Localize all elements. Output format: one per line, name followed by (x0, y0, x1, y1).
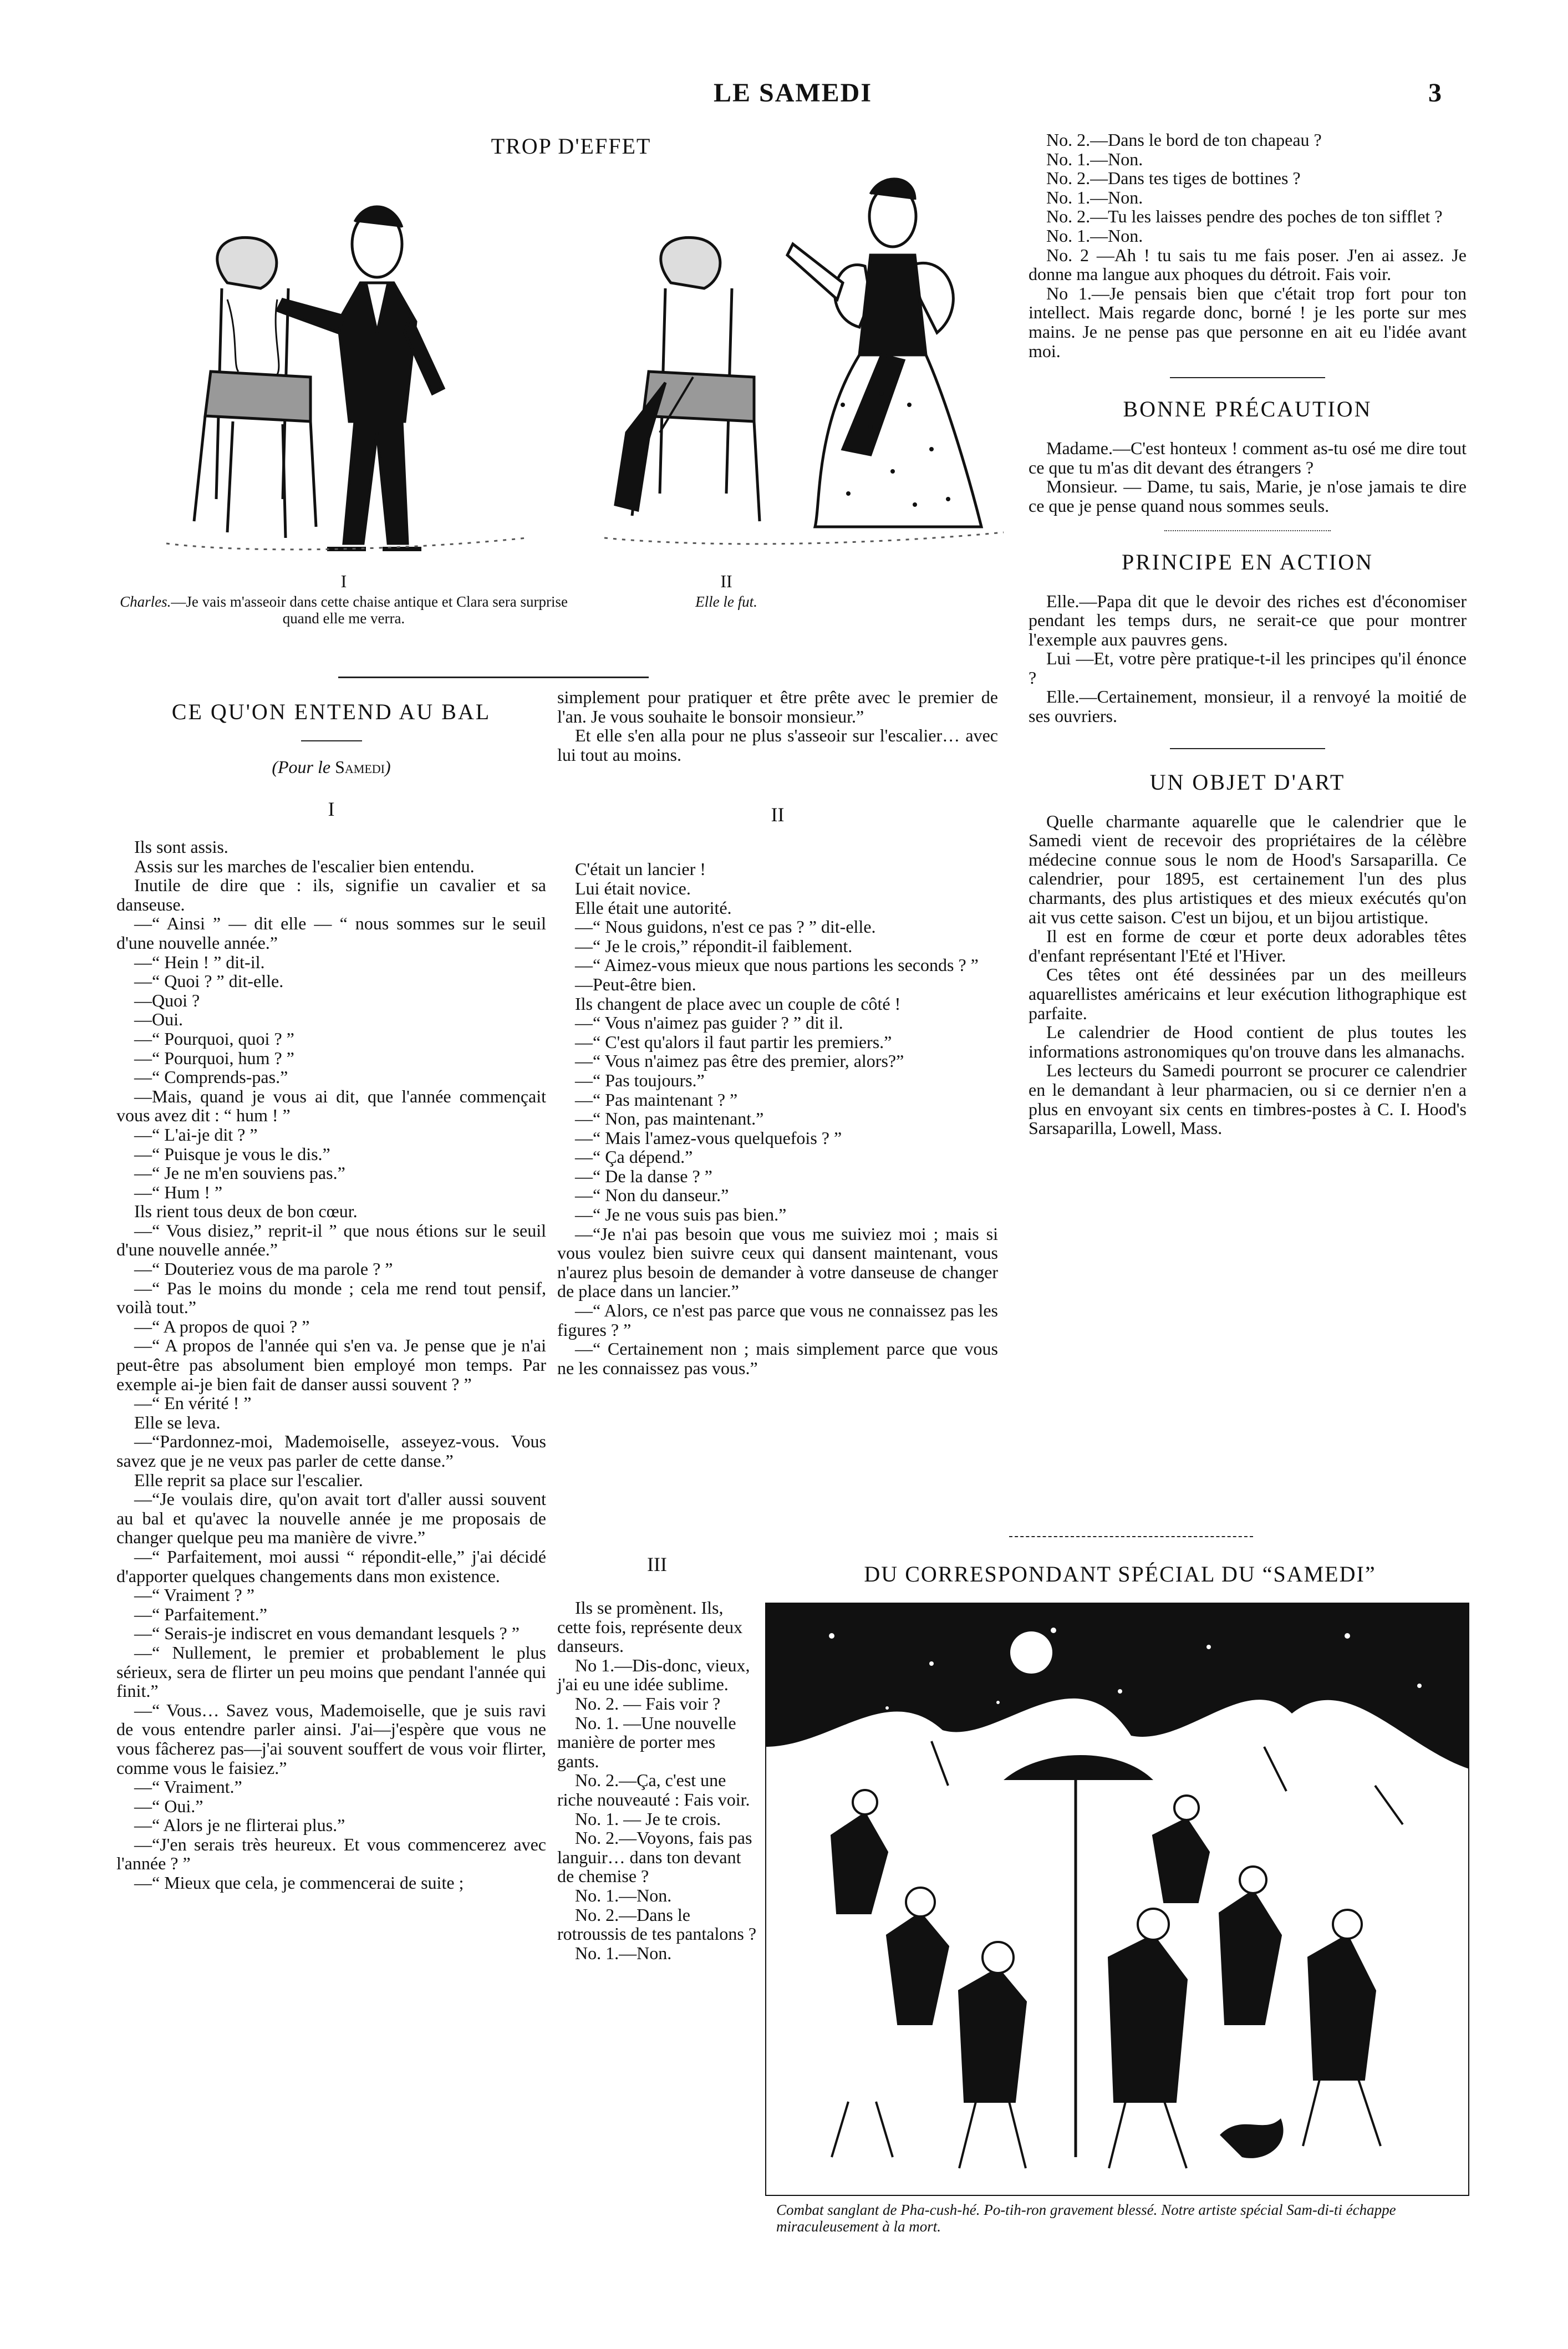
paragraph: No. 2.—Voyons, fais pas languir… dans ton devant de chemise ? (557, 1828, 752, 1887)
paragraph: —“ Pourquoi, hum ? ” (134, 1048, 294, 1068)
paragraph: —“ Nullement, le premier et probablement le plus sérieux, sera de flirter un peu moins que pendant l'année qui finit.” (116, 1642, 546, 1701)
paragraph: No. 2.—Ça, c'est une riche nouveauté : Fais voir. (557, 1770, 750, 1809)
paragraph: —“ Puisque je vous le dis.” (134, 1143, 330, 1164)
short-rule (1170, 748, 1325, 749)
man-beside-chair-drawing (144, 189, 543, 566)
paragraph: —“ Vraiment ? ” (134, 1585, 254, 1605)
paragraph: —“ Ça dépend.” (575, 1147, 693, 1167)
ce-quon-entend-part-3 (557, 1553, 757, 1962)
paragraph: No. 2.—Dans tes tiges de bottines ? (1046, 168, 1301, 189)
paragraph: —“Pardonnez-moi, Mademoiselle, asseyez-vous. Vous savez que je ne veux pas parler de cette danse.” (116, 1431, 546, 1471)
paragraph: No. 2.—Tu les laisses pendre des poches de ton sifflet ? (1046, 206, 1443, 227)
paragraph: No 1.—Dis-donc, vieux, j'ai eu une idée sublime. (557, 1655, 750, 1695)
subtitle-name: Samedi (335, 757, 385, 777)
subtitle-pre: (Pour le (272, 757, 335, 777)
paragraph: No. 2. — Fais voir ? (575, 1693, 721, 1714)
paragraph: —“ Hein ! ” dit-il. (134, 952, 265, 972)
short-rule (1170, 377, 1325, 378)
paragraph: —“Je n'ai pas besoin que vous me suiviez moi ; mais si vous voulez bien suivre ceux qui dansent maintenant, vous n'aurez plus besoin de demander à votre danseuse de changer de place dans un lancier.” (557, 1223, 998, 1301)
paragraph: No. 1. — Je te crois. (575, 1808, 721, 1829)
paragraph: Elle était une autorité. (575, 897, 732, 918)
short-rule (1164, 530, 1331, 531)
cartoon-panel-1-illustration (144, 189, 543, 566)
paragraph: —“ Comprends-pas.” (134, 1067, 288, 1087)
paragraph: —Quoi ? (134, 990, 200, 1010)
panel-1-numeral: I (340, 571, 347, 591)
paragraph: —“ A propos de l'année qui s'en va. Je pense que je n'ai peut-être pas absolument bien employé mon temps. Par exemple ai-je bien fait de danser aussi souvent ? ” (116, 1335, 546, 1394)
panel-1-caption (116, 593, 571, 627)
ce-quon-entend-article-col2 (557, 688, 998, 1377)
paragraph: Et elle s'en alla pour ne plus s'asseoir sur l'escalier… avec lui tout au moins. (557, 725, 998, 765)
paragraph: —“ Pas maintenant ? ” (575, 1089, 738, 1110)
battle-illustration (765, 1603, 1469, 2196)
paragraph: —“ En vérité ! ” (134, 1393, 252, 1414)
paragraph: Ils changent de place avec un couple de côté ! (575, 993, 901, 1014)
paragraph: —“ Vous n'aimez pas être des premier, alors?” (575, 1051, 904, 1071)
paragraph: —“ Quoi ? ” dit-elle. (134, 971, 284, 992)
paragraph: Elle reprit sa place sur l'escalier. (134, 1470, 363, 1490)
paragraph: No. 1.—Non. (1046, 225, 1143, 246)
article-subtitle (116, 757, 546, 777)
paragraph: —“ A propos de quoi ? ” (134, 1316, 310, 1336)
paragraph: —“ Parfaitement, moi aussi “ répondit-elle,” j'ai décidé d'apporter quelques changements dans mon existence. (116, 1546, 546, 1586)
paragraph: No. 2.—Dans le bord de ton chapeau ? (1046, 130, 1322, 150)
paragraph: —Peut-être bien. (575, 974, 696, 994)
paragraph: Il est en forme de cœur et porte deux adorables têtes d'enfant représentant l'Eté et l'Hiver. (1029, 926, 1467, 965)
paragraph: Elle.—Papa dit que le devoir des riches est d'économiser pendant les temps durs, ne serait-ce que pour montrer l'exemple aux pauvres gens. (1029, 591, 1467, 649)
paragraph: Lui —Et, votre père pratique-t-il les principes qu'il énonce ? (1029, 648, 1467, 688)
part-1-text (116, 837, 546, 1893)
paragraph: Assis sur les marches de l'escalier bien entendu. (134, 856, 475, 876)
paragraph: Ils rient tous deux de bon cœur. (134, 1201, 358, 1222)
paragraph: No 1.—Je pensais bien que c'était trop fort pour ton intellect. Mais regarde donc, borné ! je les porte sur mes mains. Je ne pense pas que personne en ait eu l'idée avant moi. (1029, 283, 1467, 361)
snow-battle-drawing (765, 1603, 1469, 2196)
trop-deffet-cartoon (116, 128, 1026, 660)
paragraph: —Oui. (134, 1009, 183, 1030)
page-number: 3 (1428, 78, 1442, 108)
paragraph: —“ Vous disiez,” reprit-il ” que nous étions sur le seuil d'une nouvelle année.” (116, 1220, 546, 1260)
paragraph: No. 1.—Non. (575, 1943, 672, 1963)
part-1-numeral: I (328, 798, 335, 820)
paragraph: Ces têtes ont été dessinées par un des meilleurs aquarellistes américains et leur exécution lithographique est parfaite. (1029, 964, 1467, 1023)
paragraph: No. 1.—Non. (1046, 187, 1143, 207)
paragraph: —“ Vous… Savez vous, Mademoiselle, que je suis ravi de vous entendre parler ainsi. J'ai—j'espère que vous ne vous fâcherez pas—j'ai souvent souffert de vous voir flirter, comme vous le faisiez.” (116, 1700, 546, 1778)
paragraph: —“ Nous guidons, n'est ce pas ? ” dit-elle. (575, 917, 876, 937)
paragraph: —“ Pas toujours.” (575, 1070, 705, 1090)
paragraph: —“ Certainement non ; mais simplement parce que vous ne les connaissez pas vous.” (557, 1339, 998, 1378)
paragraph: —“ Parfaitement.” (134, 1604, 267, 1624)
paragraph: —“ Oui.” (134, 1796, 203, 1816)
paragraph: —Mais, quand je vous ai dit, que l'année commençait vous avez dit : “ hum ! ” (116, 1086, 546, 1126)
paragraph: simplement pour pratiquer et être prête avec le premier de l'an. Je vous souhaite le bonsoir monsieur.” (557, 687, 998, 726)
paragraph: —“ Pourquoi, quoi ? ” (134, 1028, 294, 1049)
caption-text: —Je vais m'asseoir dans cette chaise antique et Clara sera surprise quand elle me verra. (171, 593, 568, 627)
paragraph: No. 1.—Non. (1046, 149, 1143, 169)
paragraph: No. 1.—Non. (575, 1885, 672, 1905)
paragraph: —“ Alors, ce n'est pas parce que vous ne connaissez pas les figures ? ” (557, 1300, 998, 1340)
paragraph: No. 2.—Dans le rotroussis de tes pantalons ? (557, 1904, 757, 1944)
paragraph: —“J'en serais très heureux. Et vous commencerez avec l'année ? ” (116, 1834, 546, 1874)
paragraph: —“ Je le crois,” répondit-il faiblement. (575, 935, 853, 956)
paragraph: —“ Ainsi ” — dit elle — “ nous sommes sur le seuil d'une nouvelle année.” (116, 913, 546, 953)
dialogue-continued (1029, 130, 1467, 360)
paragraph: Lui était novice. (575, 878, 691, 898)
paragraph: Inutile de dire que : ils, signifie un cavalier et sa danseuse. (116, 875, 546, 914)
caption-speaker: Charles. (120, 593, 171, 610)
paragraph: —“ Alors je ne flirterai plus.” (134, 1815, 345, 1836)
cartoon-panel-2-illustration (582, 172, 1015, 560)
paragraph: Les lecteurs du Samedi pourront se procurer ce calendrier en le demandant à leur pharmacien, ou si ce dernier n'en a plus en envoyant six cents en timbres-postes à C. I. Hood's Sarsaparilla, Lowell, Mass. (1029, 1060, 1467, 1138)
paragraph: —“ De la danse ? ” (575, 1166, 712, 1186)
paragraph: —“ Hum ! ” (134, 1182, 223, 1202)
paragraph: —“Je voulais dire, qu'on avait tort d'aller aussi souvent au bal et qu'avec la nouvelle année je me proposais de changer quelque peu ma manière de vivre.” (116, 1489, 546, 1548)
paragraph: Ils se promènent. Ils, cette fois, représente deux danseurs. (557, 1598, 743, 1656)
part-2-numeral: II (771, 804, 785, 826)
paragraph: Madame.—C'est honteux ! comment as-tu osé me dire tout ce que tu m'as dit devant des étrangers ? (1029, 438, 1467, 477)
panel-2-numeral: II (720, 571, 732, 591)
panel-2-caption: Elle le fut. (695, 593, 757, 610)
paragraph: —“ C'est qu'alors il faut partir les premiers.” (575, 1031, 892, 1052)
paragraph: —“ Serais-je indiscret en vous demandant lesquels ? ” (134, 1623, 520, 1644)
paragraph: —“ Vraiment.” (134, 1777, 242, 1797)
ce-quon-entend-article-col1 (116, 688, 546, 1893)
paragraph: C'était un lancier ! (575, 859, 706, 879)
paragraph: —“ Non du danseur.” (575, 1185, 729, 1206)
paragraph: Elle se leva. (134, 1412, 221, 1432)
article-title: CE QU'ON ENTEND AU BAL (171, 699, 491, 724)
battle-caption: Combat sanglant de Pha-cush-hé. Po-tih-ron gravement blessé. Notre artiste spécial Sam-di-ti échappe miraculeusement à la mort. (776, 2201, 1396, 2235)
right-column (1029, 130, 1467, 1138)
paragraph: —“ Douteriez vous de ma parole ? ” (134, 1259, 393, 1279)
paragraph: Le calendrier de Hood contient de plus toutes les informations astronomiques qu'on trouve dans les almanachs. (1029, 1022, 1467, 1061)
bonne-precaution-title: BONNE PRÉCAUTION (1123, 396, 1372, 422)
paragraph: —“ Aimez-vous mieux que nous partions les seconds ? ” (575, 955, 979, 975)
paragraph: No. 1. —Une nouvelle manière de porter mes gants. (557, 1712, 736, 1771)
running-head (0, 78, 1568, 111)
paragraph: —“ Pas le moins du monde ; cela me rend tout pensif, voilà tout.” (116, 1278, 546, 1318)
short-rule (301, 740, 362, 741)
paragraph: —“ Je ne m'en souviens pas.” (134, 1163, 345, 1183)
paragraph: —“ Mais l'amez-vous quelquefois ? ” (575, 1127, 842, 1148)
paragraph: Ils sont assis. (134, 837, 228, 857)
principe-en-action-title: PRINCIPE EN ACTION (1121, 549, 1374, 574)
rule-above-correspondant (1009, 1536, 1253, 1537)
paragraph: —“ Mieux que cela, je commencerai de suite ; (134, 1873, 464, 1893)
paragraph: —“ L'ai-je dit ? ” (134, 1124, 258, 1145)
rule-under-cartoon (338, 677, 649, 678)
un-objet-dart-title: UN OBJET D'ART (1149, 769, 1346, 795)
part-3-numeral: III (647, 1553, 667, 1575)
paragraph: Elle.—Certainement, monsieur, il a renvoyé la moitié de ses ouvriers. (1029, 687, 1467, 726)
paragraph: —“ Vous n'aimez pas guider ? ” dit il. (575, 1013, 843, 1033)
paragraph: No. 2 —Ah ! tu sais tu me fais poser. J'en ai assez. Je donne ma langue aux phoques du détroit. Fais voir. (1029, 245, 1467, 284)
cartoon-title: TROP D'EFFET (491, 134, 651, 159)
paragraph: Monsieur. — Dame, tu sais, Marie, je n'ose jamais te dire ce que je pense quand nous sommes seuls. (1029, 476, 1467, 516)
paragraph: —“ Je ne vous suis pas bien.” (575, 1204, 787, 1225)
journal-title: LE SAMEDI (713, 78, 873, 108)
paragraph: —“ Non, pas maintenant.” (575, 1109, 764, 1129)
paragraph: Quelle charmante aquarelle que le calendrier que le Samedi vient de recevoir des propriétaires de la célèbre médecine connue sous le nom de Hood's Sarsaparilla. Ce calendrier, pour 1895, est certainement l'un des plus charmants, des plus artistiques et des mieux exécutés qu'on ait vus cette saison. C'est un bijou, et un bijou artistique. (1029, 811, 1467, 927)
woman-surprised-by-chair-drawing (582, 172, 1015, 560)
subtitle-post: ) (385, 757, 391, 777)
correspondant-title: DU CORRESPONDANT SPÉCIAL DU “SAMEDI” (864, 1562, 1376, 1587)
